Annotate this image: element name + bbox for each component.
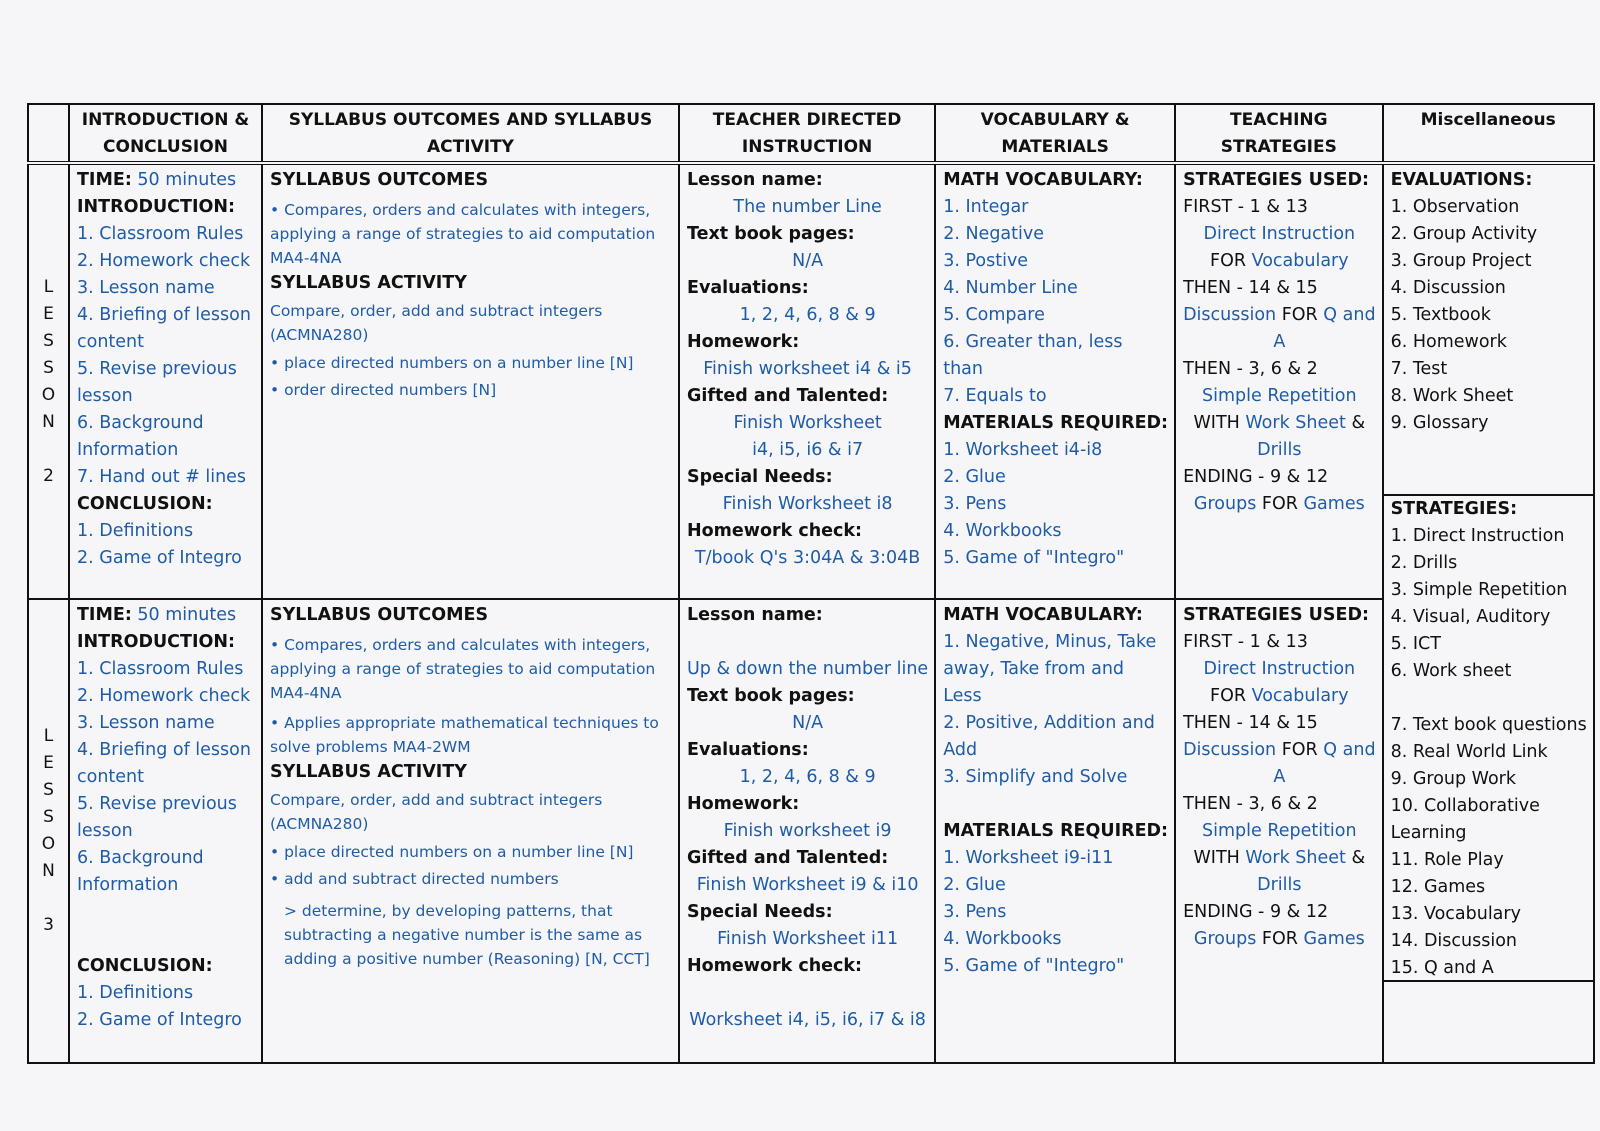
strategy-item: 8. Real World Link [1390, 742, 1548, 762]
intro-item: 2. Homework check [77, 686, 251, 707]
vocab-item: 1. Integar [943, 197, 1029, 217]
lesson-3-vocab: MATH VOCABULARY: 1. Negative, Minus, Take away, Take from and Less 2. Positive, Addition and Add 3. Simplify and Solve MATERIALS REQUIRED: 1. Worksheet i9-i11 2. Glue 3. Pens 4. Workbooks 5. Game of "Integro" [935, 599, 1175, 1063]
strategy-item: 11. Role Play [1390, 850, 1504, 870]
vocab-item: 3. Postive [943, 251, 1029, 271]
header-strategies: TEACHING STRATEGIES [1175, 104, 1383, 163]
material-item: 4. Workbooks [943, 929, 1062, 950]
activity-bullet: • place directed numbers on a number line [N] [270, 354, 634, 372]
lesson-2-vocab: MATH VOCABULARY: 1. Integar 2. Negative 3. Postive 4. Number Line 5. Compare 6. Greater than, less than 7. Equals to MATERIALS REQUIRED: 1. Worksheet i4-i8 2. Glue 3. Pens 4. Workbooks 5. Game of "Integro" [935, 163, 1175, 599]
evaluation-item: 5. Textbook [1390, 305, 1491, 325]
material-item: 3. Pens [943, 494, 1007, 514]
evaluation-item: 6. Homework [1390, 332, 1507, 352]
misc-cell [1383, 163, 1594, 1063]
lesson-3-label: L E S S O N 3 [28, 599, 69, 1063]
strategy-item: 14. Discussion [1390, 931, 1518, 951]
intro-item: 6. Background [77, 848, 204, 869]
evaluation-item: 7. Test [1390, 359, 1448, 379]
header-intro: INTRODUCTION & CONCLUSION [69, 104, 262, 163]
intro-item: 7. Hand out # lines [77, 467, 247, 487]
conclusion-item: 1. Definitions [77, 521, 194, 541]
evaluation-item: 1. Observation [1390, 197, 1520, 217]
lesson-3-syllabus: SYLLABUS OUTCOMES • Compares, orders and calculates with integers, applying a range of strategies to aid computation MA4-4NA • Applies appropriate mathematical techniques to solve problems MA4-2WM SYLLABUS ACTIVITY Compare, order, add and subtract integers (ACMNA280) • place directed numbers on a number line [N] • add and subtract directed numbers > determine, by developing patterns, that subtracting a negative number is the same as adding a positive number (Reasoning) [N, CCT] [262, 599, 679, 1063]
header-teacher: TEACHER DIRECTED INSTRUCTION [679, 104, 935, 163]
activity-sub-point: > determine, by developing patterns, that subtracting a negative number is the same as adding a positive number (Reasoning) [N, CCT] [284, 902, 650, 969]
strategy-item: 1. Direct Instruction [1390, 526, 1565, 546]
lesson-3-intro: TIME: 50 minutes INTRODUCTION: 1. Classroom Rules 2. Homework check 3. Lesson name 4. Briefing of lesson content 5. Revise previous lesson 6. Background Information CONCLUSION: 1. Definitions 2. Game of Integro [69, 599, 262, 1063]
header-misc: Miscellaneous [1383, 104, 1594, 163]
vocab-item: 4. Number Line [943, 278, 1078, 298]
misc-strategies: STRATEGIES: 1. Direct Instruction 2. Drills 3. Simple Repetition 4. Visual, Auditory 5. ICT 6. Work sheet 7. Text book questions 8. Real World Link 9. Group Work 10. Collaborative Learning 11. Role Play 12. Games 13. Vocabulary 14. Discussion 15. Q and A [1384, 494, 1593, 980]
lesson-2-syllabus: SYLLABUS OUTCOMES • Compares, orders and calculates with integers, applying a range of strategies to aid computation MA4-4NA SYLLABUS ACTIVITY Compare, order, add and subtract integers (ACMNA280) • place directed numbers on a number line [N] • order directed numbers [N] [262, 163, 679, 599]
lesson-2-strategies: STRATEGIES USED: FIRST - 1 & 13 Direct Instruction FOR Vocabulary THEN - 14 & 15 Discussion FOR Q and A THEN - 3, 6 & 2 Simple Repetition WITH Work Sheet & Drills ENDING - 9 & 12 Groups FOR Games [1175, 163, 1383, 599]
material-item: 5. Game of "Integro" [943, 956, 1125, 977]
strategy-item: 12. Games [1390, 877, 1486, 897]
vocab-item: 2. Positive, Addition and [943, 713, 1155, 734]
strategy-item: 9. Group Work [1390, 769, 1516, 789]
intro-item: 1. Classroom Rules [77, 659, 244, 680]
strategy-item: 10. Collaborative [1390, 796, 1540, 816]
activity-bullet: • order directed numbers [N] [270, 381, 497, 399]
material-item: 2. Glue [943, 875, 1006, 896]
header-vocab: VOCABULARY & MATERIALS [935, 104, 1175, 163]
lesson-3-row [28, 599, 1594, 1063]
lesson-3-teacher: Lesson name: Up & down the number line Text book pages: N/A Evaluations: 1, 2, 4, 6, 8 & 9 Homework: Finish worksheet i9 Gifted and Talented: Finish Worksheet i9 & i10 Special Needs: Finish Worksheet i11 Homework check: Worksheet i4, i5, i6, i7 & i8 [679, 599, 935, 1063]
evaluation-item: 8. Work Sheet [1390, 386, 1514, 406]
vocab-item: 5. Compare [943, 305, 1045, 325]
material-item: 3. Pens [943, 902, 1007, 923]
header-row [28, 104, 1594, 163]
lesson-2-intro: TIME: 50 minutes INTRODUCTION: 1. Classroom Rules 2. Homework check 3. Lesson name 4. Briefing of lesson content 5. Revise previous lesson 6. Background Information 7. Hand out # lines CONCLUSION: 1. Definitions 2. Game of Integro [69, 163, 262, 599]
evaluation-item: 9. Glossary [1390, 413, 1489, 433]
intro-item: 4. Briefing of lesson [77, 740, 251, 761]
outcome: • Compares, orders and calculates with integers, applying a range of strategies to aid computation MA4-4NA [270, 201, 656, 267]
material-item: 2. Glue [943, 467, 1006, 487]
material-item: 1. Worksheet i4-i8 [943, 440, 1103, 460]
activity-bullet: • place directed numbers on a number line [N] [270, 843, 634, 862]
material-item: 4. Workbooks [943, 521, 1062, 541]
intro-item: 1. Classroom Rules [77, 224, 244, 244]
conclusion-item: 2. Game of Integro [77, 1010, 242, 1031]
lesson-3-strategies: STRATEGIES USED: FIRST - 1 & 13 Direct Instruction FOR Vocabulary THEN - 14 & 15 Discussion FOR Q and A THEN - 3, 6 & 2 Simple Repetition WITH Work Sheet & Drills ENDING - 9 & 12 Groups FOR Games [1175, 599, 1383, 1063]
misc-blank [1384, 980, 1593, 1062]
strategy-item: 13. Vocabulary [1390, 904, 1521, 924]
intro-item: 3. Lesson name [77, 278, 215, 298]
intro-item: 3. Lesson name [77, 713, 215, 734]
conclusion-item: 1. Definitions [77, 983, 194, 1004]
activity-bullet: • add and subtract directed numbers [270, 870, 559, 889]
material-item: 1. Worksheet i9-i11 [943, 848, 1114, 869]
strategy-item: 3. Simple Repetition [1390, 580, 1568, 600]
lesson-plan-table [27, 103, 1595, 1064]
strategy-item: 6. Work sheet [1390, 661, 1512, 681]
vocab-item: 1. Negative, Minus, Take [943, 632, 1157, 653]
header-syllabus: SYLLABUS OUTCOMES AND SYLLABUS ACTIVITY [262, 104, 679, 163]
intro-item: 5. Revise previous [77, 359, 237, 379]
intro-item: 5. Revise previous [77, 794, 237, 815]
misc-evaluations: EVALUATIONS: 1. Observation 2. Group Activity 3. Group Project 4. Discussion 5. Textbook 6. Homework 7. Test 8. Work Sheet 9. Glossary [1384, 165, 1593, 494]
strategy-item: 2. Drills [1390, 553, 1458, 573]
vocab-item: 7. Equals to [943, 386, 1047, 406]
evaluation-item: 3. Group Project [1390, 251, 1532, 271]
vocab-item: 3. Simplify and Solve [943, 767, 1128, 788]
strategy-item: 4. Visual, Auditory [1390, 607, 1551, 627]
conclusion-item: 2. Game of Integro [77, 548, 242, 568]
strategy-item: 15. Q and A [1390, 958, 1494, 978]
lesson-2-teacher: Lesson name: The number Line Text book pages: N/A Evaluations: 1, 2, 4, 6, 8 & 9 Homework: Finish worksheet i4 & i5 Gifted and Talented: Finish Worksheet i4, i5, i6 & i7 Special Needs: Finish Worksheet i8 Homework check: T/book Q's 3:04A & 3:04B [679, 163, 935, 599]
lesson-2-row [28, 163, 1594, 599]
header-blank [28, 104, 69, 163]
strategy-item: 5. ICT [1390, 634, 1441, 654]
intro-item: 4. Briefing of lesson [77, 305, 251, 325]
evaluation-item: 2. Group Activity [1390, 224, 1538, 244]
vocab-item: 2. Negative [943, 224, 1044, 244]
intro-item: 2. Homework check [77, 251, 251, 271]
intro-item: 6. Background [77, 413, 204, 433]
evaluation-item: 4. Discussion [1390, 278, 1506, 298]
strategy-item: 7. Text book questions [1390, 715, 1587, 735]
outcome: • Applies appropriate mathematical techniques to solve problems MA4-2WM [270, 714, 659, 757]
vocab-item: 6. Greater than, less [943, 332, 1123, 352]
material-item: 5. Game of "Integro" [943, 548, 1125, 568]
outcome: • Compares, orders and calculates with integers, applying a range of strategies to aid computation MA4-4NA [270, 636, 656, 703]
lesson-2-label: L E S S O N 2 [28, 163, 69, 599]
